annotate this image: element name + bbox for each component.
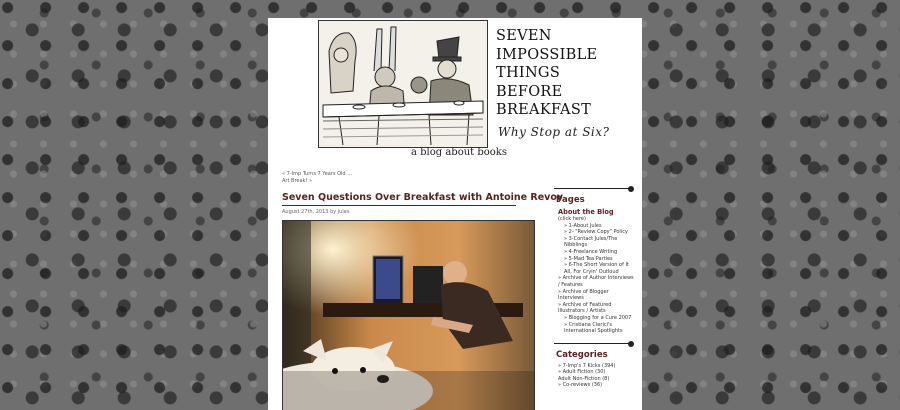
- blog-title-line: SEVEN: [496, 28, 552, 44]
- blog-subtagline: a blog about books: [411, 147, 507, 158]
- category-link[interactable]: » Adult Fiction (30): [558, 369, 606, 376]
- sidebar-item[interactable]: [554, 223, 634, 230]
- sidebar-item[interactable]: [554, 229, 634, 236]
- pages-list: [554, 208, 634, 335]
- category-link[interactable]: » Co-reviews (36): [558, 382, 603, 389]
- sidebar-item[interactable]: [554, 262, 634, 275]
- click-here-link[interactable]: [554, 216, 634, 223]
- sidebar-item-link[interactable]: » Cristiana Clerici's International Spotlights: [564, 321, 623, 335]
- blog-title-line: THINGS: [496, 65, 561, 81]
- blog-title-line: BREAKFAST: [496, 102, 592, 118]
- sidebar-item-link[interactable]: » Archive of Blogger Interviews: [558, 288, 609, 302]
- sidebar-item-link[interactable]: » 3-Contact Jules/The Nibblings: [564, 235, 618, 249]
- about-the-blog-link[interactable]: [554, 208, 634, 216]
- sidebar-divider: [554, 186, 634, 192]
- sidebar-item-link[interactable]: » Blogging for a Cure 2007: [564, 314, 632, 321]
- categories-list: [554, 363, 634, 389]
- sidebar-divider: [554, 341, 634, 347]
- categories-section: [554, 341, 634, 389]
- blog-header[interactable]: [268, 18, 642, 168]
- sidebar-item[interactable]: [554, 256, 634, 263]
- sidebar-item-link[interactable]: » 1-About Jules: [564, 222, 602, 229]
- category-link[interactable]: » 7-Imp's 7 Kicks (394): [558, 362, 616, 369]
- next-post-link[interactable]: Art Break! »: [282, 178, 313, 184]
- sidebar-item[interactable]: [554, 302, 634, 315]
- previous-post-link[interactable]: « 7-Imp Turns 7 Years Old ...: [282, 171, 352, 177]
- click-here-link-text[interactable]: (click here): [558, 216, 586, 222]
- post-photo[interactable]: [282, 220, 535, 410]
- category-link[interactable]: Adult Non-Fiction (8): [558, 375, 610, 382]
- category-item[interactable]: [554, 382, 634, 389]
- sidebar-item-link[interactable]: » 6-The Short Version of It All, For Cryin' Outloud: [564, 262, 629, 275]
- sidebar-item[interactable]: [554, 249, 634, 256]
- category-item[interactable]: [554, 363, 634, 370]
- sidebar-item[interactable]: [554, 289, 634, 302]
- blog-title-line: BEFORE: [496, 83, 563, 100]
- post-navigation: [282, 171, 352, 185]
- sidebar-item[interactable]: [554, 275, 634, 288]
- category-item[interactable]: [554, 376, 634, 383]
- mad-tea-party-illustration: [318, 20, 488, 148]
- sidebar-item-link[interactable]: » Archive of Featured Illustrators / Artists: [558, 301, 612, 315]
- sidebar-item-link[interactable]: » 4-Freelance Writing: [564, 248, 618, 255]
- blog-tagline: Why Stop at Six?: [498, 125, 610, 139]
- blog-page: [268, 18, 642, 410]
- about-the-blog-link-text[interactable]: About the Blog: [558, 208, 614, 216]
- sidebar-item[interactable]: [554, 315, 634, 322]
- sidebar-item-link[interactable]: » 2- "Review Copy" Policy: [564, 229, 628, 236]
- sidebar-item-link[interactable]: » Archive of Author Interviews / Features: [558, 275, 634, 288]
- sidebar-item[interactable]: [554, 322, 634, 335]
- post-meta: August 27th, 2013 by jules: [282, 209, 350, 215]
- post-title[interactable]: Seven Questions Over Breakfast with Antoine Revoy: [282, 192, 516, 206]
- sidebar-item[interactable]: [554, 236, 634, 249]
- blog-title[interactable]: [496, 27, 597, 120]
- sidebar-item-link[interactable]: » 5-Mad Tea Parties: [564, 255, 613, 262]
- pages-heading: Pages: [556, 195, 585, 205]
- categories-heading: Categories: [556, 349, 608, 360]
- blog-title-line: IMPOSSIBLE: [496, 46, 598, 63]
- sidebar: [554, 186, 634, 389]
- category-item[interactable]: [554, 369, 634, 376]
